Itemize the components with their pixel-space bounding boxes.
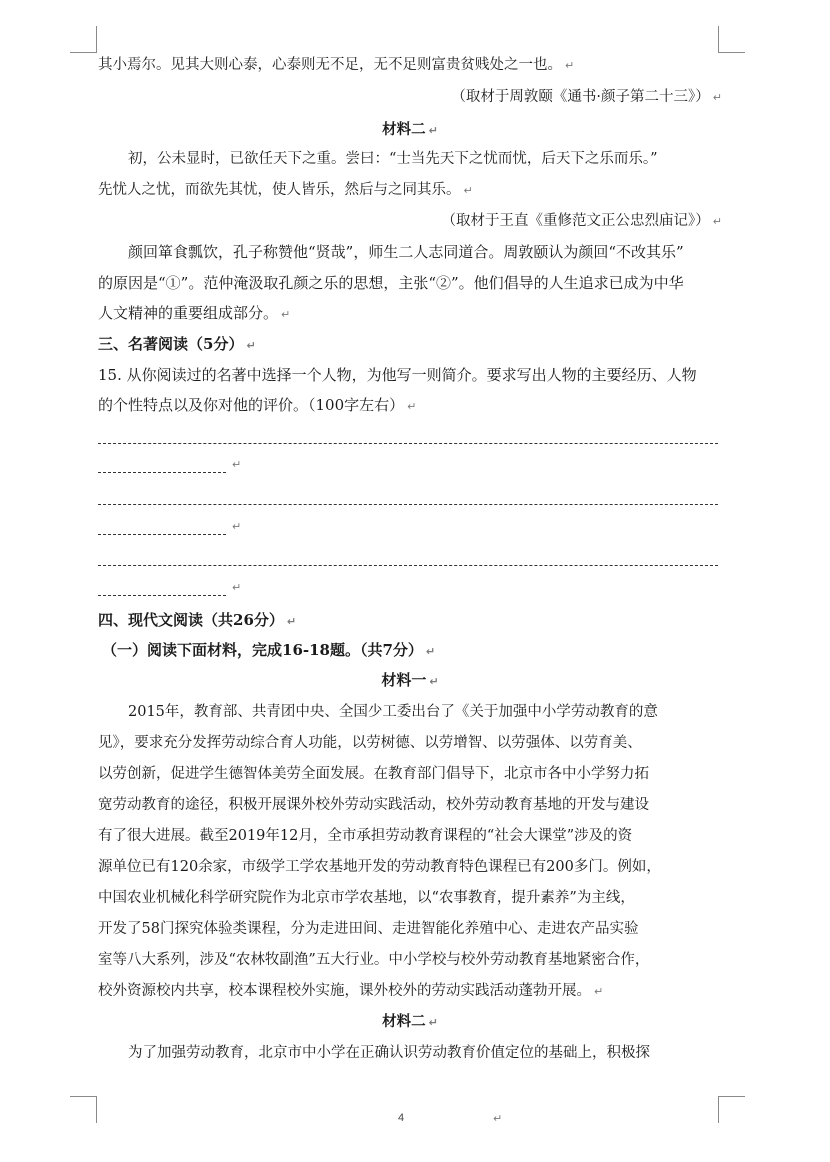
text-line: 人文精神的重要组成部分。 ↵ bbox=[98, 304, 291, 322]
text-line: 宽劳动教育的途径，积极开展课外校外劳动实践活动，校外劳动教育基地的开发与建设 bbox=[98, 797, 649, 813]
text-line: 先忧人之忧，而欲先其忧，使人皆乐，然后与之同其乐。 ↵ bbox=[98, 182, 473, 198]
paragraph-mark-icon: ↵ bbox=[565, 59, 575, 72]
section-heading: 三、名著阅读（5分） ↵ bbox=[98, 335, 256, 353]
paragraph-mark-icon: ↵ bbox=[246, 339, 256, 352]
paragraph-mark-icon: ↵ bbox=[493, 1112, 503, 1125]
answer-blank-line[interactable] bbox=[98, 443, 718, 444]
crop-mark-top-left bbox=[70, 26, 97, 53]
paragraph-mark-icon: ↵ bbox=[428, 124, 438, 137]
source-citation: （取材于王直《重修范文正公忠烈庙记》） ↵ bbox=[441, 213, 722, 229]
crop-mark-top-right bbox=[718, 26, 745, 53]
material-heading: 材料一 ↵ bbox=[381, 671, 439, 689]
paragraph-mark-icon: ↵ bbox=[232, 520, 242, 533]
answer-blank-line[interactable] bbox=[98, 504, 718, 505]
paragraph-mark-icon: ↵ bbox=[428, 1016, 438, 1029]
paragraph-mark-icon: ↵ bbox=[425, 645, 436, 658]
answer-blank-line[interactable] bbox=[98, 565, 718, 566]
answer-blank-line[interactable] bbox=[98, 472, 226, 473]
text-line: 颜回箪食瓢饮，孔子称赞他“贤哉”，师生二人志同道合。周敦颐认为颜回“不改其乐” bbox=[128, 243, 684, 261]
paragraph-mark-icon: ↵ bbox=[286, 615, 297, 628]
answer-blank-line[interactable] bbox=[98, 595, 226, 596]
text-line: 为了加强劳动教育，北京市中小学在正确认识劳动教育价值定位的基础上，积极探 bbox=[128, 1045, 650, 1061]
paragraph-mark-icon: ↵ bbox=[712, 215, 722, 228]
paragraph-mark-icon: ↵ bbox=[232, 581, 242, 594]
text-line: 2015年，教育部、共青团中央、全国少工委出台了《关于加强中小学劳动教育的意 bbox=[128, 704, 658, 720]
text-line: 以劳创新，促进学生德智体美劳全面发展。在教育部门倡导下，北京市各中小学努力拓 bbox=[98, 766, 649, 782]
text-line: 的个性特点以及你对他的评价。（100字左右） ↵ bbox=[98, 396, 417, 414]
text-line: 开发了58门探究体验类课程，分为走进田间、走进智能化养殖中心、走进农产品实验 bbox=[98, 921, 639, 937]
subsection-heading: （一）阅读下面材料，完成16-18题。（共7分） ↵ bbox=[102, 641, 436, 659]
paragraph-mark-icon: ↵ bbox=[594, 985, 604, 998]
text-line: 其小焉尔。见其大则心泰，心泰则无不足，无不足则富贵贫贱处之一也。 ↵ bbox=[98, 57, 575, 73]
paragraph-mark-icon: ↵ bbox=[407, 400, 417, 413]
text-line: 见》，要求充分发挥劳动综合育人功能，以劳树德、以劳增智、以劳强体、以劳育美、 bbox=[98, 735, 642, 751]
text-line: 中国农业机械化科学研究院作为北京市学农基地，以“农事教育，提升素养”为主线， bbox=[98, 890, 635, 906]
paragraph-mark-icon: ↵ bbox=[232, 458, 242, 471]
paragraph-mark-icon: ↵ bbox=[429, 675, 439, 688]
paragraph-mark-icon: ↵ bbox=[712, 91, 722, 104]
paragraph-mark-icon: ↵ bbox=[281, 308, 291, 321]
answer-blank-line[interactable] bbox=[98, 534, 226, 535]
crop-mark-bottom-left bbox=[70, 1096, 97, 1123]
source-citation: （取材于周敦颐《通书·颜子第二十三》） ↵ bbox=[451, 89, 722, 105]
text-line: 室等八大系列，涉及“农林牧副渔”五大行业。中小学校与校外劳动教育基地紧密合作， bbox=[98, 952, 650, 968]
text-line: 校外资源校内共享，校本课程校外实施，课外校外的劳动实践活动蓬勃开展。 ↵ bbox=[98, 983, 604, 999]
text-line: 初，公未显时，已欲任天下之重。尝曰：“士当先天下之忧而忧，后天下之乐而乐。” bbox=[128, 151, 658, 167]
question-15: 15. 从你阅读过的名著中选择一个人物，为他写一则简介。要求写出人物的主要经历、人物 bbox=[98, 366, 697, 384]
paragraph-mark-icon: ↵ bbox=[463, 184, 473, 197]
material-heading: 材料二 ↵ bbox=[382, 121, 438, 138]
crop-mark-bottom-right bbox=[718, 1096, 745, 1123]
text-line: 的原因是“①”。范仲淹汲取孔颜之乐的思想，主张“②”。他们倡导的人生追求已成为中华 bbox=[98, 274, 684, 292]
section-heading: 四、现代文阅读（共26分） ↵ bbox=[98, 611, 297, 629]
page-number: 4 bbox=[398, 1112, 405, 1124]
material-heading: 材料二 ↵ bbox=[382, 1013, 438, 1030]
text-line: 有了很大进展。截至2019年12月，全市承担劳动教育课程的“社会大课堂”涉及的资 bbox=[98, 828, 633, 844]
text-line: 源单位已有120余家，市级学工学农基地开发的劳动教育特色课程已有200多门。例如， bbox=[98, 859, 661, 875]
